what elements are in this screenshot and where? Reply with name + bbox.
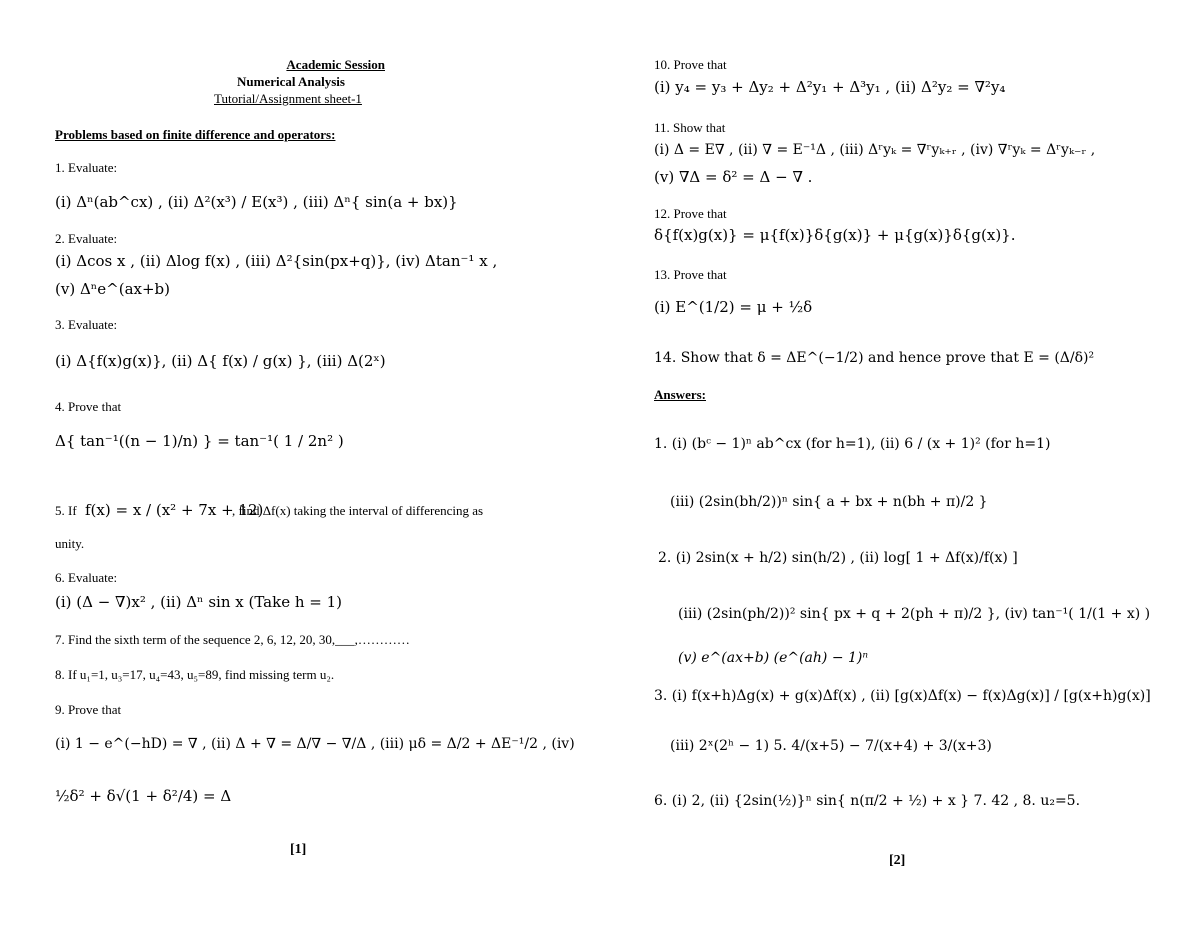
q5-expression: f(x) = x / (x² + 7x + 12) — [85, 501, 264, 519]
q9-title: 9. Prove that — [55, 702, 122, 717]
section-title: Problems based on finite difference and operators: — [55, 127, 336, 142]
q2-body: (i) Δcos x , (ii) Δlog f(x) , (iii) Δ²{sin(px+q)}, (iv) Δtan⁻¹ x , — [55, 252, 498, 270]
q1-body: (i) Δⁿ(ab^cx) , (ii) Δ²(x³) / E(x³) , (iii) Δⁿ{ sin(a + bx)} — [55, 193, 458, 211]
answer-3: 3. (i) f(x+h)Δg(x) + g(x)Δf(x) , (ii) [g(x)Δf(x) − f(x)Δg(x)] / [g(x+h)g(x)] — [654, 688, 1151, 704]
q5-text: , find Δf(x) taking the interval of differencing as — [232, 503, 484, 518]
q8-text: 8. If u₁=1, u₃=17, u₄=43, u₅=89, find missing term u₂. — [55, 667, 335, 682]
answers-title: Answers: — [654, 387, 706, 402]
q4-body: Δ{ tan⁻¹((n − 1)/n) } = tan⁻¹( 1 / 2n² ) — [55, 432, 344, 450]
q9-body-cont: ½δ² + δ√(1 + δ²/4) = Δ — [55, 787, 232, 805]
answer-2-v: (v) e^(ax+b) (e^(ah) − 1)ⁿ — [678, 650, 869, 666]
q3-title: 3. Evaluate: — [55, 317, 118, 332]
page-number-right: [2] — [889, 853, 906, 868]
right-page — [600, 0, 1200, 927]
q4-title: 4. Prove that — [55, 399, 122, 414]
q2-title: 2. Evaluate: — [55, 231, 118, 246]
answer-2-iii: (iii) (2sin(ph/2))² sin{ px + q + 2(ph + π)/2 }, (iv) tan⁻¹( 1/(1 + x) ) — [678, 606, 1151, 622]
q13-title: 13. Prove that — [654, 267, 727, 282]
subject-heading: Numerical Analysis — [237, 74, 345, 89]
sheet-heading: Tutorial/Assignment sheet-1 — [214, 91, 362, 106]
q11-title: 11. Show that — [654, 120, 726, 135]
answer-1-iii: (iii) (2sin(bh/2))ⁿ sin{ a + bx + n(bh + π)/2 } — [670, 494, 988, 510]
answer-2: 2. (i) 2sin(x + h/2) sin(h/2) , (ii) log[ 1 + Δf(x)/f(x) ] — [658, 550, 1018, 566]
q5-label: 5. If — [55, 503, 77, 518]
q14-text: 14. Show that δ = ΔE^(−1/2) and hence prove that E = (Δ/δ)² — [654, 350, 1095, 366]
q3-body: (i) Δ{f(x)g(x)}, (ii) Δ{ f(x) / g(x) }, (iii) Δ(2ˣ) — [55, 352, 386, 370]
q5-text-cont: unity. — [55, 536, 85, 551]
page-number-left: [1] — [290, 842, 307, 857]
q7-text: 7. Find the sixth term of the sequence 2, 6, 12, 20, 30,___,………… — [55, 632, 410, 647]
answer-3-iii: (iii) 2ˣ(2ʰ − 1) 5. 4/(x+5) − 7/(x+4) + 3/(x+3) — [670, 738, 992, 754]
q10-title: 10. Prove that — [654, 57, 727, 72]
q12-body: δ{f(x)g(x)} = μ{f(x)}δ{g(x)} + μ{g(x)}δ{g(x)}. — [654, 226, 1016, 244]
answer-6: 6. (i) 2, (ii) {2sin(½)}ⁿ sin{ n(π/2 + ½) + x } 7. 42 , 8. u₂=5. — [654, 793, 1081, 809]
q6-title: 6. Evaluate: — [55, 570, 118, 585]
session-heading: Academic Session — [286, 57, 385, 72]
q12-title: 12. Prove that — [654, 206, 727, 221]
answer-1: 1. (i) (bᶜ − 1)ⁿ ab^cx (for h=1), (ii) 6 / (x + 1)² (for h=1) — [654, 436, 1051, 452]
q11-body: (i) Δ = E∇ , (ii) ∇ = E⁻¹Δ , (iii) Δʳyₖ = ∇ʳyₖ₊ᵣ , (iv) ∇ʳyₖ = Δʳyₖ₋ᵣ , — [654, 142, 1096, 158]
q9-body: (i) 1 − e^(−hD) = ∇ , (ii) Δ + ∇ = Δ/∇ − ∇/Δ , (iii) μδ = Δ/2 + ΔE⁻¹/2 , (iv) — [55, 736, 575, 752]
q1-title: 1. Evaluate: — [55, 160, 118, 175]
q11-body-v: (v) ∇Δ = δ² = Δ − ∇ . — [654, 168, 813, 186]
q2-body-v: (v) Δⁿe^(ax+b) — [55, 280, 170, 298]
q13-body: (i) E^(1/2) = μ + ½δ — [654, 298, 813, 316]
q6-body: (i) (Δ − ∇)x² , (ii) Δⁿ sin x (Take h = 1) — [55, 593, 342, 611]
q10-body: (i) y₄ = y₃ + Δy₂ + Δ²y₁ + Δ³y₁ , (ii) Δ²y₂ = ∇²y₄ — [654, 78, 1006, 96]
